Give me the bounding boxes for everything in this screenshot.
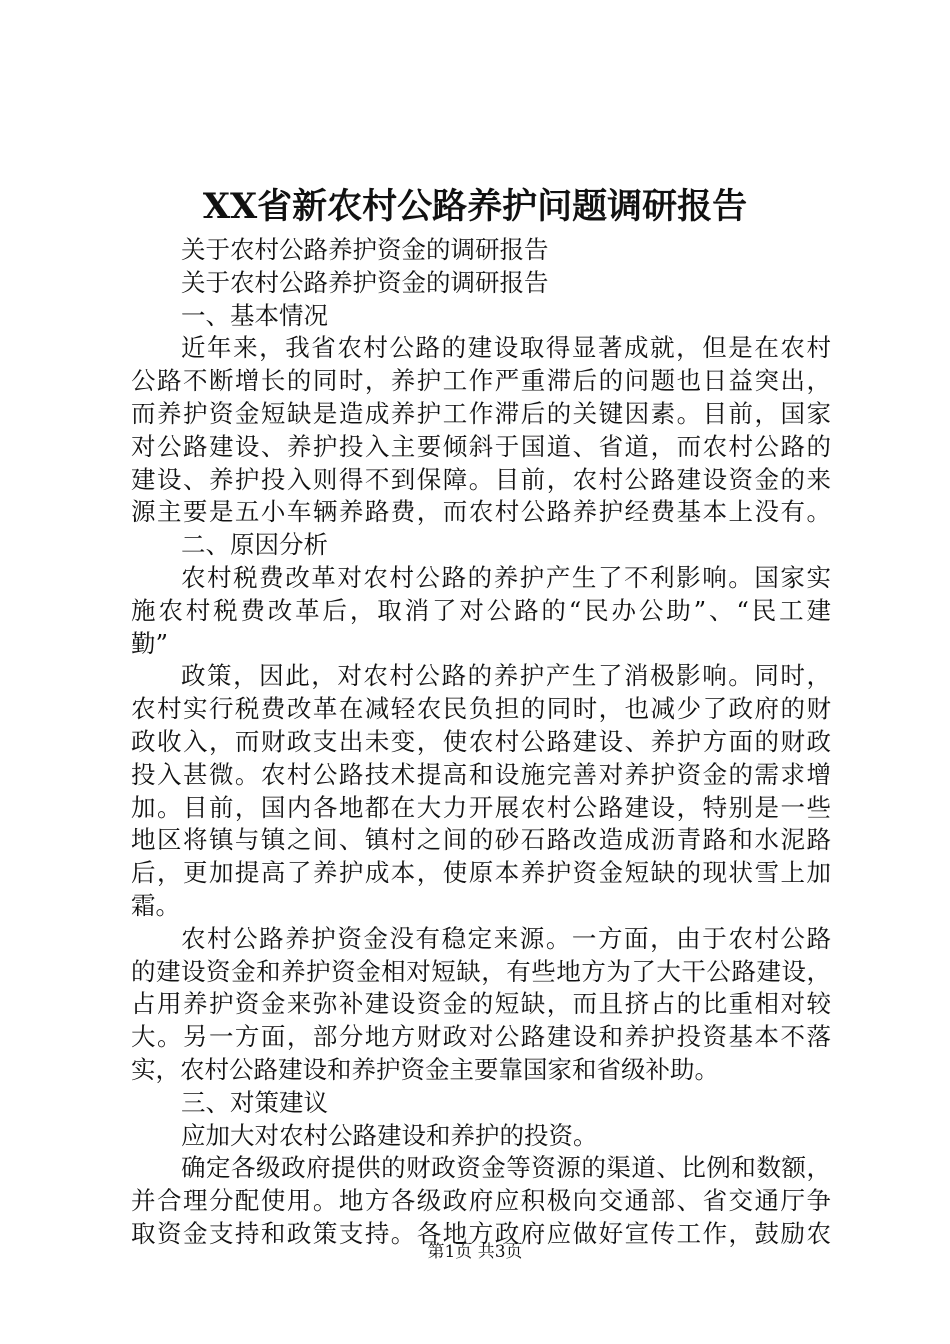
- body-line: 大。另一方面，部分地方财政对公路建设和养护投资基本不落: [131, 1022, 831, 1052]
- body-line: 投入甚微。农村公路技术提高和设施完善对养护资金的需求增: [131, 759, 831, 789]
- body-line: 源主要是五小车辆养路费，而农村公路养护经费基本上没有。: [131, 497, 831, 527]
- body-line: 建设、养护投入则得不到保障。目前，农村公路建设资金的来: [131, 464, 831, 494]
- body-line: 并合理分配使用。地方各级政府应积极向交通部、省交通厅争: [131, 1186, 831, 1216]
- body-line: 应加大对农村公路建设和养护的投资。: [181, 1120, 598, 1150]
- body-line: 而养护资金短缺是造成养护工作滞后的关键因素。目前，国家: [131, 398, 831, 428]
- body-line: 取资金支持和政策支持。各地方政府应做好宣传工作，鼓励农: [131, 1218, 831, 1248]
- body-line: 的建设资金和养护资金相对短缺，有些地方为了大干公路建设，: [131, 956, 831, 986]
- body-line: 关于农村公路养护资金的调研报告: [181, 235, 549, 264]
- body-line: 农村税费改革对农村公路的养护产生了不利影响。国家实: [181, 562, 831, 592]
- body-line: 霜。: [131, 890, 180, 920]
- body-line: 二、原因分析: [181, 530, 328, 560]
- body-line: 实，农村公路建设和养护资金主要靠国家和省级补助。: [131, 1054, 719, 1084]
- page-footer: 第1页 共3页: [427, 1242, 523, 1262]
- body-line: 政收入，而财政支出未变，使农村公路建设、养护方面的财政: [131, 726, 831, 756]
- body-line: 勤”: [131, 628, 169, 658]
- body-line: 关于农村公路养护资金的调研报告: [181, 267, 549, 297]
- body-line: 对公路建设、养护投入主要倾斜于国道、省道，而农村公路的: [131, 431, 831, 461]
- body-line: 近年来，我省农村公路的建设取得显著成就，但是在农村: [181, 333, 831, 363]
- body-line: 后，更加提高了养护成本，使原本养护资金短缺的现状雪上加: [131, 858, 831, 888]
- document-body: [131, 234, 831, 1251]
- body-line: 政策，因此，对农村公路的养护产生了消极影响。同时，: [181, 661, 831, 691]
- body-line: 占用养护资金来弥补建设资金的短缺，而且挤占的比重相对较: [131, 989, 831, 1019]
- body-line: 地区将镇与镇之间、镇村之间的砂石路改造成沥青路和水泥路: [131, 825, 831, 855]
- body-line: 确定各级政府提供的财政资金等资源的渠道、比例和数额，: [181, 1153, 831, 1183]
- body-line: 公路不断增长的同时，养护工作严重滞后的问题也日益突出，: [131, 366, 831, 396]
- body-line: 加。目前，国内各地都在大力开展农村公路建设，特别是一些: [131, 792, 831, 822]
- body-line: 农村公路养护资金没有稳定来源。一方面，由于农村公路: [181, 923, 831, 953]
- body-line: 一、基本情况: [181, 300, 328, 330]
- document-title: XX省新农村公路养护问题调研报告: [202, 186, 748, 227]
- body-line: 农村实行税费改革在减轻农民负担的同时，也减少了政府的财: [131, 694, 831, 724]
- body-line: 三、对策建议: [181, 1087, 328, 1117]
- body-line: 施农村税费改革后，取消了对公路的“民办公助”、“民工建: [131, 595, 831, 625]
